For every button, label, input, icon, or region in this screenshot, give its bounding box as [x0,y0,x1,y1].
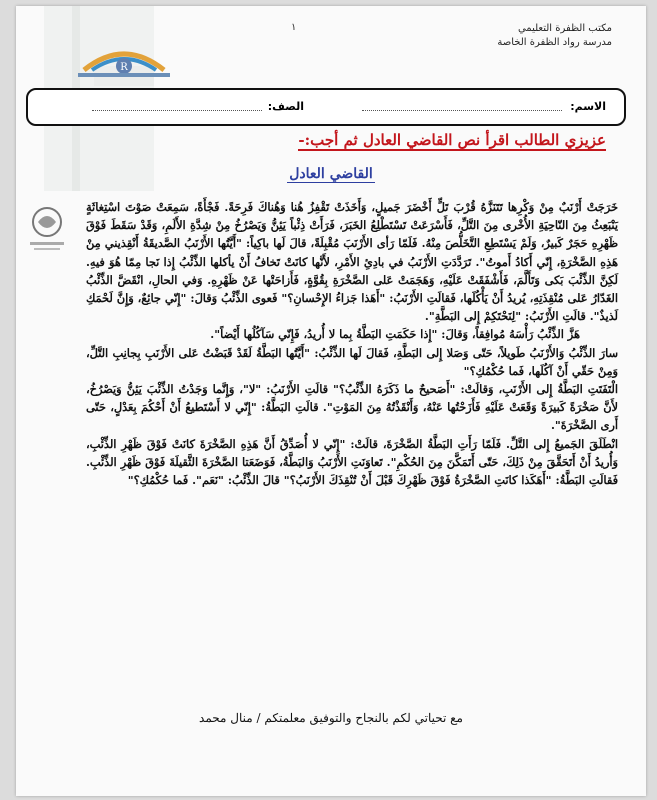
name-field[interactable] [362,100,562,111]
story-paragraph: الْتَفَتَتِ البَطَّةُ إِلى الأَرْنَبِ، وَقالَتْ: "أَصَحيحٌ ما ذَكَرَهُ الذِّئْبُ؟" قالَتِ الأَرْنَبُ: "لا"، وَإِنَّما وَجَدْتُ الذِّئْبَ يَئِنُّ وَيَصْرُخُ، لأَنَّ صَخْرَةً كَبيرَةً وَقَعَتْ عَلَيْهِ فَأَزَحْتُها عَنْهُ، وَأَنْقَذْتُهُ مِنَ المَوْتِ". قالَتِ البَطَّةُ: "إِنّي لا أَسْتَطيعُ أَنْ أَحْكُمَ بِعَدْلٍ، حَتّى أَرى الصَّخْرَةَ". [86,382,618,433]
worksheet-page [16,6,646,796]
page-header [16,6,646,86]
instruction-heading: عزيزي الطالب اقرأ نص القاضي العادل ثم أجب:- [298,131,606,149]
story-title-text: القاضي العادل [289,166,373,182]
name-label: الاسم: [570,100,606,113]
class-field[interactable] [92,100,262,111]
story-text [86,198,618,489]
student-info-box [26,88,626,126]
class-label: الصف: [267,100,304,113]
svg-text:R: R [120,62,128,73]
office-heading [497,22,612,50]
teacher-signature: مع تحياتي لكم بالنجاح والتوفيق معلمتكم / منال محمد [199,711,463,725]
school-logo-icon [74,46,174,78]
side-emblem-icon [24,204,70,254]
school-name: مدرسة رواد الظفرة الخاصة [497,37,612,48]
story-paragraph: انْطَلَقَ الجَميعُ إِلى التَّلِّ. فَلَمّا رَأَتِ البَطَّةُ الصَّخْرَةَ، قالَتْ: "إِنّي لا أُصَدِّقُ أَنَّ هَذِهِ الصَّخْرَةَ كانَتْ فَوْقَ ظَهْرِ الذِّئْبِ، وَأُريدُ أَنْ أَتَحَقَّقَ مِنْ ذَلِكَ، حَتّى أَتَمَكَّنَ مِنَ الحُكْمِ". تَعاوَنَتِ الأَرْنَبُ وَالبَطَّةُ، فَوَضَعَتا الصَّخْرَةَ الثَّقيلَةَ فَوْقَ ظَهْرِ الذِّئْبِ. فَقالَتِ البَطَّةُ: "أَهَكَذا كانَتِ الصَّخْرَةُ فَوْقَ ظَهْرِكَ قَبْلَ أَنْ تُنْقِذَكَ الأَرْنَبُ؟" قالَ الذِّئْبُ: "نَعَم". فَما حُكْمُكِ؟" [86,436,618,488]
story-paragraph: خَرَجَتْ أَرْنَبٌ مِنْ وَكْرِها تَتَنَزَّهُ قُرْبَ تَلٍّ أَخْضَرَ جَميلٍ، وَأَخَذَتْ تَقْفِزُ هُنا وَهُناكَ فَرِحَةً. فَجْأَةً، سَمِعَتْ صَوْتَ اسْتِغاثَةٍ يَنْبَعِثُ مِنَ النّاحِيَةِ الأُخْرى مِنَ التَّلِّ، فَأَسْرَعَتْ تَسْتَطْلِعُ الخَبَرَ، فَرَأَتْ ذِئْباً يَئِنُّ وَيَصْرُخُ مِنْ شِدَّةِ الأَلَمِ، وَقَدْ سَقَطَ فَوْقَ ظَهْرِهِ حَجَرٌ كَبيرٌ، وَلَمْ يَسْتَطِعِ التَّخَلُّصَ مِنْهُ. فَلَمّا رَأى الأَرْنَبَ مُقْبِلَةً، قالَ لَها باكِياً: "أَيَّتُها الأَرْنَبُ الصَّديقَةُ أَنْقِذيني مِنْ هَذِهِ الصَّخْرَةِ، إِنّي أَكادُ أَموتُ". تَرَدَّدَتِ الأَرْنَبُ في بادِئِ الأَمْرِ، لأَنَّها كانَتْ تَخافُ أَنْ يأكلها الذِّئْبُ إِذا نَجا مِمّا هُوَ فيهِ. لَكِنَّ الذِّئْبَ بَكى وَتَأَلَّمَ، فَأَشْفَقَتْ عَلَيْهِ، وَهَجَمَتْ عَلى الصَّخْرَةِ بِقُوَّةٍ، فَأَزاحَتْها عَنْ ظَهْرِهِ. وَفي الحالِ، انْقَضَّ الذِّئْبُ الغَدّارُ عَلى مُنْقِذَتِهِ، يُريدُ أَنْ يَأْكُلَها، فَقالَتِ الأَرْنَبُ: "أَهَذا جَزاءُ الإِحْسانِ؟" فَعوى الذِّئْبُ وَقالَ: "إِنّي جائِعٌ، وَإِنَّ لَحْمَكِ لَذيذٌ". قالَتِ الأَرْنَبُ: "لِنَحْتَكِمْ إِلى البَطَّةِ". [86,200,618,324]
story-paragraph: سارَ الذِّئْبُ وَالأَرْنَبُ طَويلاً، حَتّى وَصَلا إِلى البَطَّةِ، فَقالَ لَها الذِّئْبُ: "أَيَّتُها البَطَّةُ لَقَدْ قَبَضْتُ عَلى الأَرْنَبِ بِجانِبِ التَّلِّ، وَمِنْ حَقّي أَنْ آكُلَها، فَما حُكْمُكِ؟" [86,345,618,378]
story-title [16,166,646,182]
page-number: ١ [291,22,297,33]
story-paragraph: هَزَّ الذِّئْبُ رَأْسَهُ مُوافِقاً، وَقالَ: "إِذا حَكَمَتِ البَطَّةُ بِما لا أُريدُ، فَإِنّي سَآكُلُها أَيْضاً". [210,327,580,342]
office-name: مكتب الظفرة التعليمي [517,23,612,34]
